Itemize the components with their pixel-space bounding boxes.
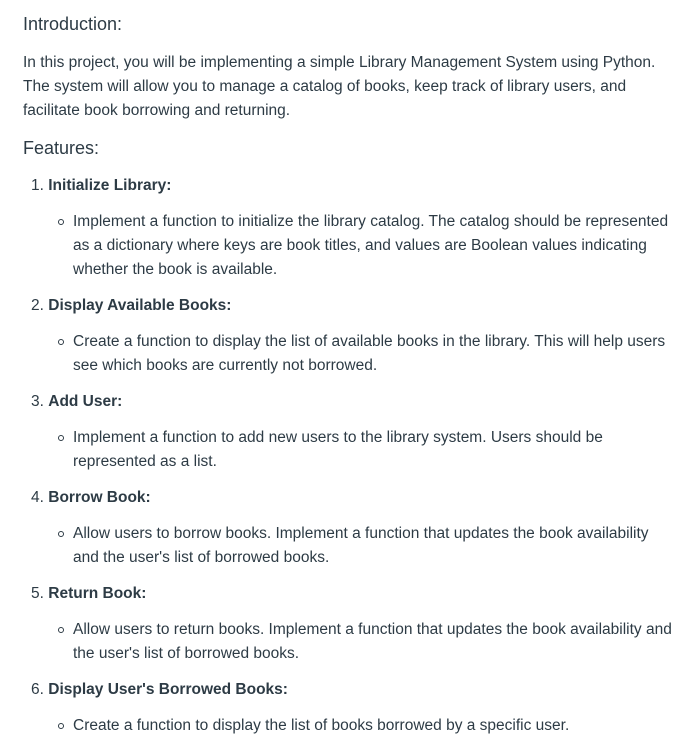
feature-label: Initialize Library:	[48, 177, 172, 194]
introduction-heading: Introduction:	[23, 14, 123, 34]
feature-bullet-text: Allow users to borrow books. Implement a function that updates the book availability and the user's list of borrowed books.	[73, 525, 649, 566]
feature-item-title	[31, 679, 288, 701]
feature-item-title	[31, 175, 171, 197]
bullet-dot-icon	[58, 627, 64, 633]
feature-bullet-text: Implement a function to add new users to the library system. Users should be represented as a list.	[73, 429, 603, 470]
feature-bullet-text: Create a function to display the list of available books in the library. This will help users see which books are currently not borrowed.	[73, 333, 666, 374]
bullet-dot-icon	[58, 531, 64, 537]
feature-bullet-text: Implement a function to initialize the library catalog. The catalog should be represented as a dictionary where keys are book titles, and values are Boolean values indicating whether the book is available.	[73, 213, 669, 278]
bullet-dot-icon	[58, 723, 64, 729]
feature-bullet-text: Allow users to return books. Implement a function that updates the book availability and the user's list of borrowed books.	[73, 621, 672, 662]
feature-label: Borrow Book:	[48, 489, 151, 506]
feature-item-title	[31, 583, 146, 605]
feature-number: 1.	[31, 177, 44, 194]
feature-number: 3.	[31, 393, 44, 410]
bullet-dot-icon	[58, 339, 64, 345]
feature-label: Add User:	[48, 393, 123, 410]
feature-number: 4.	[31, 489, 44, 506]
feature-number: 2.	[31, 297, 44, 314]
feature-number: 6.	[31, 681, 44, 698]
feature-bullet-text: Create a function to display the list of books borrowed by a specific user.	[73, 717, 570, 734]
feature-item-title	[31, 487, 151, 509]
bullet-dot-icon	[58, 219, 64, 225]
features-heading: Features:	[23, 138, 100, 158]
feature-label: Display User's Borrowed Books:	[48, 681, 288, 698]
feature-number: 5.	[31, 585, 44, 602]
feature-item-title	[31, 391, 122, 413]
feature-item-title	[31, 295, 231, 317]
introduction-paragraph: In this project, you will be implementing a simple Library Management System using Python. The system will allow you to manage a catalog of books, keep track of library users, and facilitate book borrowing and returning.	[23, 54, 656, 119]
bullet-dot-icon	[58, 435, 64, 441]
feature-label: Return Book:	[48, 585, 147, 602]
feature-label: Display Available Books:	[48, 297, 232, 314]
